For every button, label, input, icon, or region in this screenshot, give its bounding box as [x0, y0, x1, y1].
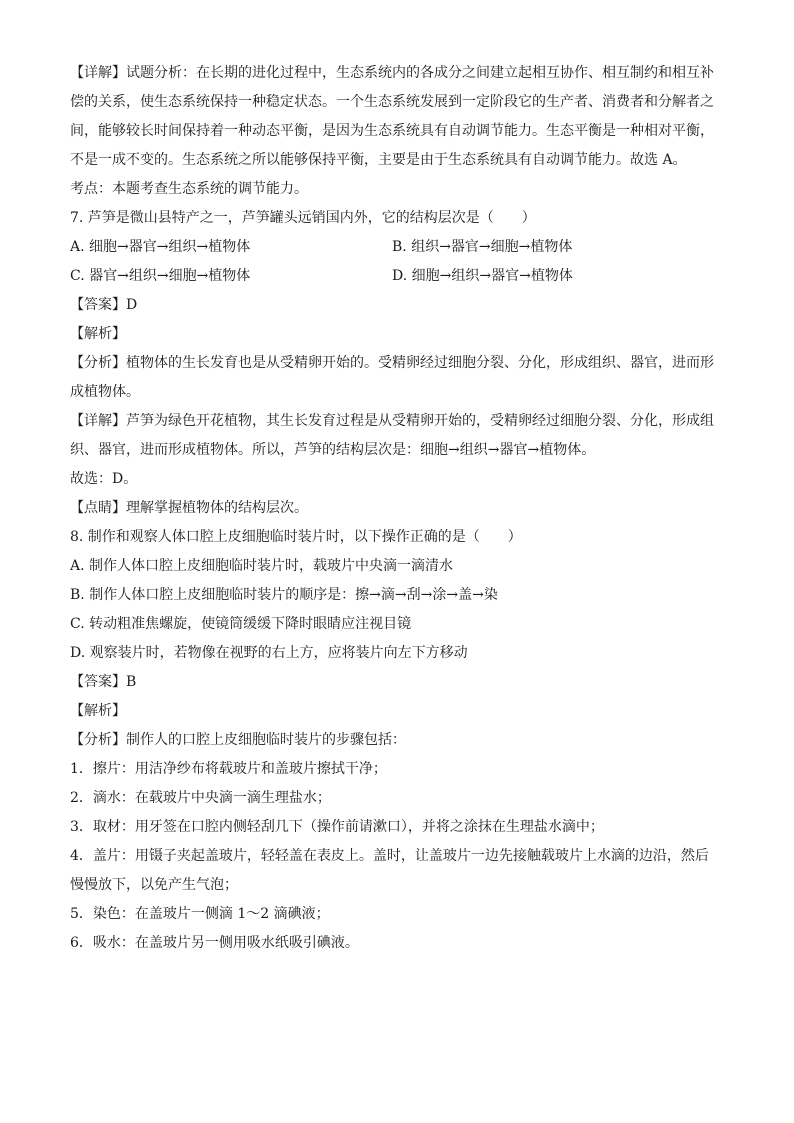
options-row: [70, 263, 724, 289]
jiexi-heading: 【解析】: [70, 703, 126, 719]
answer-line: 【答案】B: [70, 674, 137, 690]
option-a: A. 细胞→器官→组织→植物体: [70, 239, 251, 255]
analysis-line: 1．擦片：用洁净纱布将载玻片和盖玻片擦拭干净；: [70, 761, 387, 777]
answer-line: 【答案】D: [70, 297, 138, 313]
analysis-line: 5．染色：在盖玻片一侧滴 1～2 滴碘液；: [70, 906, 330, 922]
analysis-line: 2．滴水：在载玻片中央滴一滴生理盐水；: [70, 790, 331, 806]
option-d: D. 细胞→组织→器官→植物体: [392, 268, 573, 284]
detail-line: 【详解】芦笋为绿色开花植物，其生长发育过程是从受精卵开始的，受精卵经过细胞分裂、分化，形成组: [70, 413, 714, 429]
option-b: B. 组织→器官→细胞→植物体: [392, 239, 573, 255]
options-row: [70, 234, 724, 260]
analysis-line: 慢慢放下，以免产生气泡；: [70, 877, 238, 893]
option-d: D. 观察装片时，若物像在视野的右上方，应将装片向左下方移动: [70, 645, 468, 661]
question-stem: 7. 芦笋是微山县特产之一，芦笋罐头远销国内外，它的结构层次是（ ）: [70, 210, 536, 226]
text-line: 间，能够较长时间保持着一种动态平衡，是因为生态系统具有自动调节能力。生态平衡是一种相对平衡，: [70, 123, 714, 139]
q6-detail-section: [70, 60, 724, 202]
option-a: A. 制作人体口腔上皮细胞临时装片时，载玻片中央滴一滴清水: [70, 558, 454, 574]
detail-line: 故选：D。: [70, 471, 138, 487]
analysis-line: 3．取材：用牙签在口腔内侧轻刮几下（操作前请漱口），并将之涂抹在生理盐水滴中；: [70, 819, 604, 835]
option-c: C. 转动粗准焦螺旋，使镜筒缓缓下降时眼睛应注视目镜: [70, 616, 412, 632]
detail-line: 织、器官，进而形成植物体。所以，芦笋的结构层次是：细胞→组织→器官→植物体。: [70, 442, 596, 458]
analysis-line: 成植物体。: [70, 384, 140, 400]
analysis-line: 6．吸水：在盖玻片另一侧用吸水纸吸引碘液。: [70, 935, 359, 951]
jiexi-heading: 【解析】: [70, 326, 126, 342]
text-line: 考点：本题考查生态系统的调节能力。: [70, 181, 308, 197]
option-c: C. 器官→组织→细胞→植物体: [70, 268, 251, 284]
analysis-line: 【分析】制作人的口腔上皮细胞临时装片的步骤包括：: [70, 732, 406, 748]
text-line: 【详解】试题分析：在长期的进化过程中，生态系统内的各成分之间建立起相互协作、相互制约和相互补: [70, 65, 714, 81]
text-line: 偿的关系，使生态系统保持一种稳定状态。一个生态系统发展到一定阶段它的生产者、消费者和分解者之: [70, 94, 714, 110]
analysis-line: 4．盖片：用镊子夹起盖玻片，轻轻盖在表皮上。盖时，让盖玻片一边先接触载玻片上水滴的边沿，然后: [70, 848, 709, 864]
option-b: B. 制作人体口腔上皮细胞临时装片的顺序是：擦→滴→刮→涂→盖→染: [70, 587, 498, 603]
question-stem: 8. 制作和观察人体口腔上皮细胞临时装片时，以下操作正确的是（ ）: [70, 529, 522, 545]
analysis-line: 【分析】植物体的生长发育也是从受精卵开始的。受精卵经过细胞分裂、分化，形成组织、器官，进而形: [70, 355, 714, 371]
text-line: 不是一成不变的。生态系统之所以能够保持平衡，主要是由于生态系统具有自动调节能力。故选 A。: [70, 152, 687, 168]
note-line: 【点睛】理解掌握植物体的结构层次。: [70, 500, 308, 516]
question-7: [70, 205, 724, 521]
question-8: [70, 524, 724, 956]
